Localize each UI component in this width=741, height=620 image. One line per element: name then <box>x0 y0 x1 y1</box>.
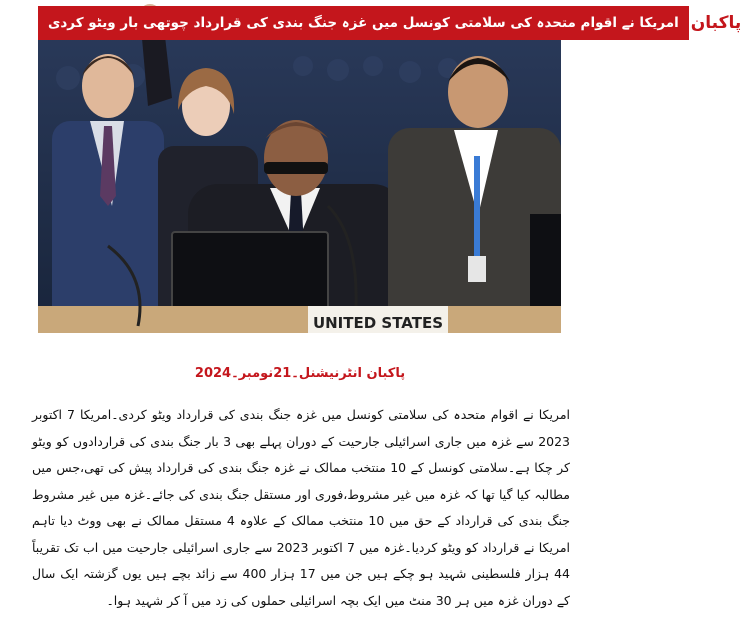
headline-bar <box>38 6 741 40</box>
article-body: امریکا نے اقوام متحدہ کی سلامتی کونسل میں غزہ جنگ بندی کی قرارداد ویٹو کردی۔امریکا 7 اکتوبر 2023 سے غزہ میں جاری اسرائیلی جارحیت کے دوران پہلے بھی 3 بار جنگ بندی کی قراردادوں کو ویٹو کر چکا ہے۔سلامتی کونسل کے 10 منتخب ممالک نے غزہ جنگ بندی کی قرارداد پیش کی تھی،جس میں مطالبہ کیا گیا تھا کہ غزہ میں غیر مشروط،فوری اور مستقل جنگ بندی کی جائے۔غزہ میں غیر مشروط جنگ بندی کی قرارداد کے حق میں 10 منتخب ممالک کے علاوہ 4 مستقل ممالک نے بھی ووٹ دیا تاہم امریکا نے قرارداد کو ویٹو کردیا۔غزہ میں 7 اکتوبر 2023 سے جاری اسرائیلی جارحیت میں اب تک تقریباً 44 ہزار فلسطینی شہید ہو چکے ہیں جن میں 17 ہزار 400 سے زائد بچے ہیں یوں گزشتہ ایک سال کے دوران غزہ میں ہر 30 منٹ میں ایک بچہ اسرائیلی حملوں کی زد میں آ کر شہید ہوا۔ <box>32 407 571 608</box>
photo-illustration <box>38 6 561 333</box>
dateline: پاکبان انٹرنیشنل۔21نومبر۔2024 <box>194 366 406 381</box>
news-photo <box>38 6 741 333</box>
nameplate-text: UNITED STATES <box>312 314 444 332</box>
headline-text: امریکا نے اقوام متحدہ کی سلامتی کونسل میں غزہ جنگ بندی کی قرارداد چوتھی بار ویٹو کردی <box>38 6 689 40</box>
country-nameplate <box>308 306 448 333</box>
brand-logo: پاکبان <box>689 6 741 40</box>
desk-surface <box>38 306 561 333</box>
